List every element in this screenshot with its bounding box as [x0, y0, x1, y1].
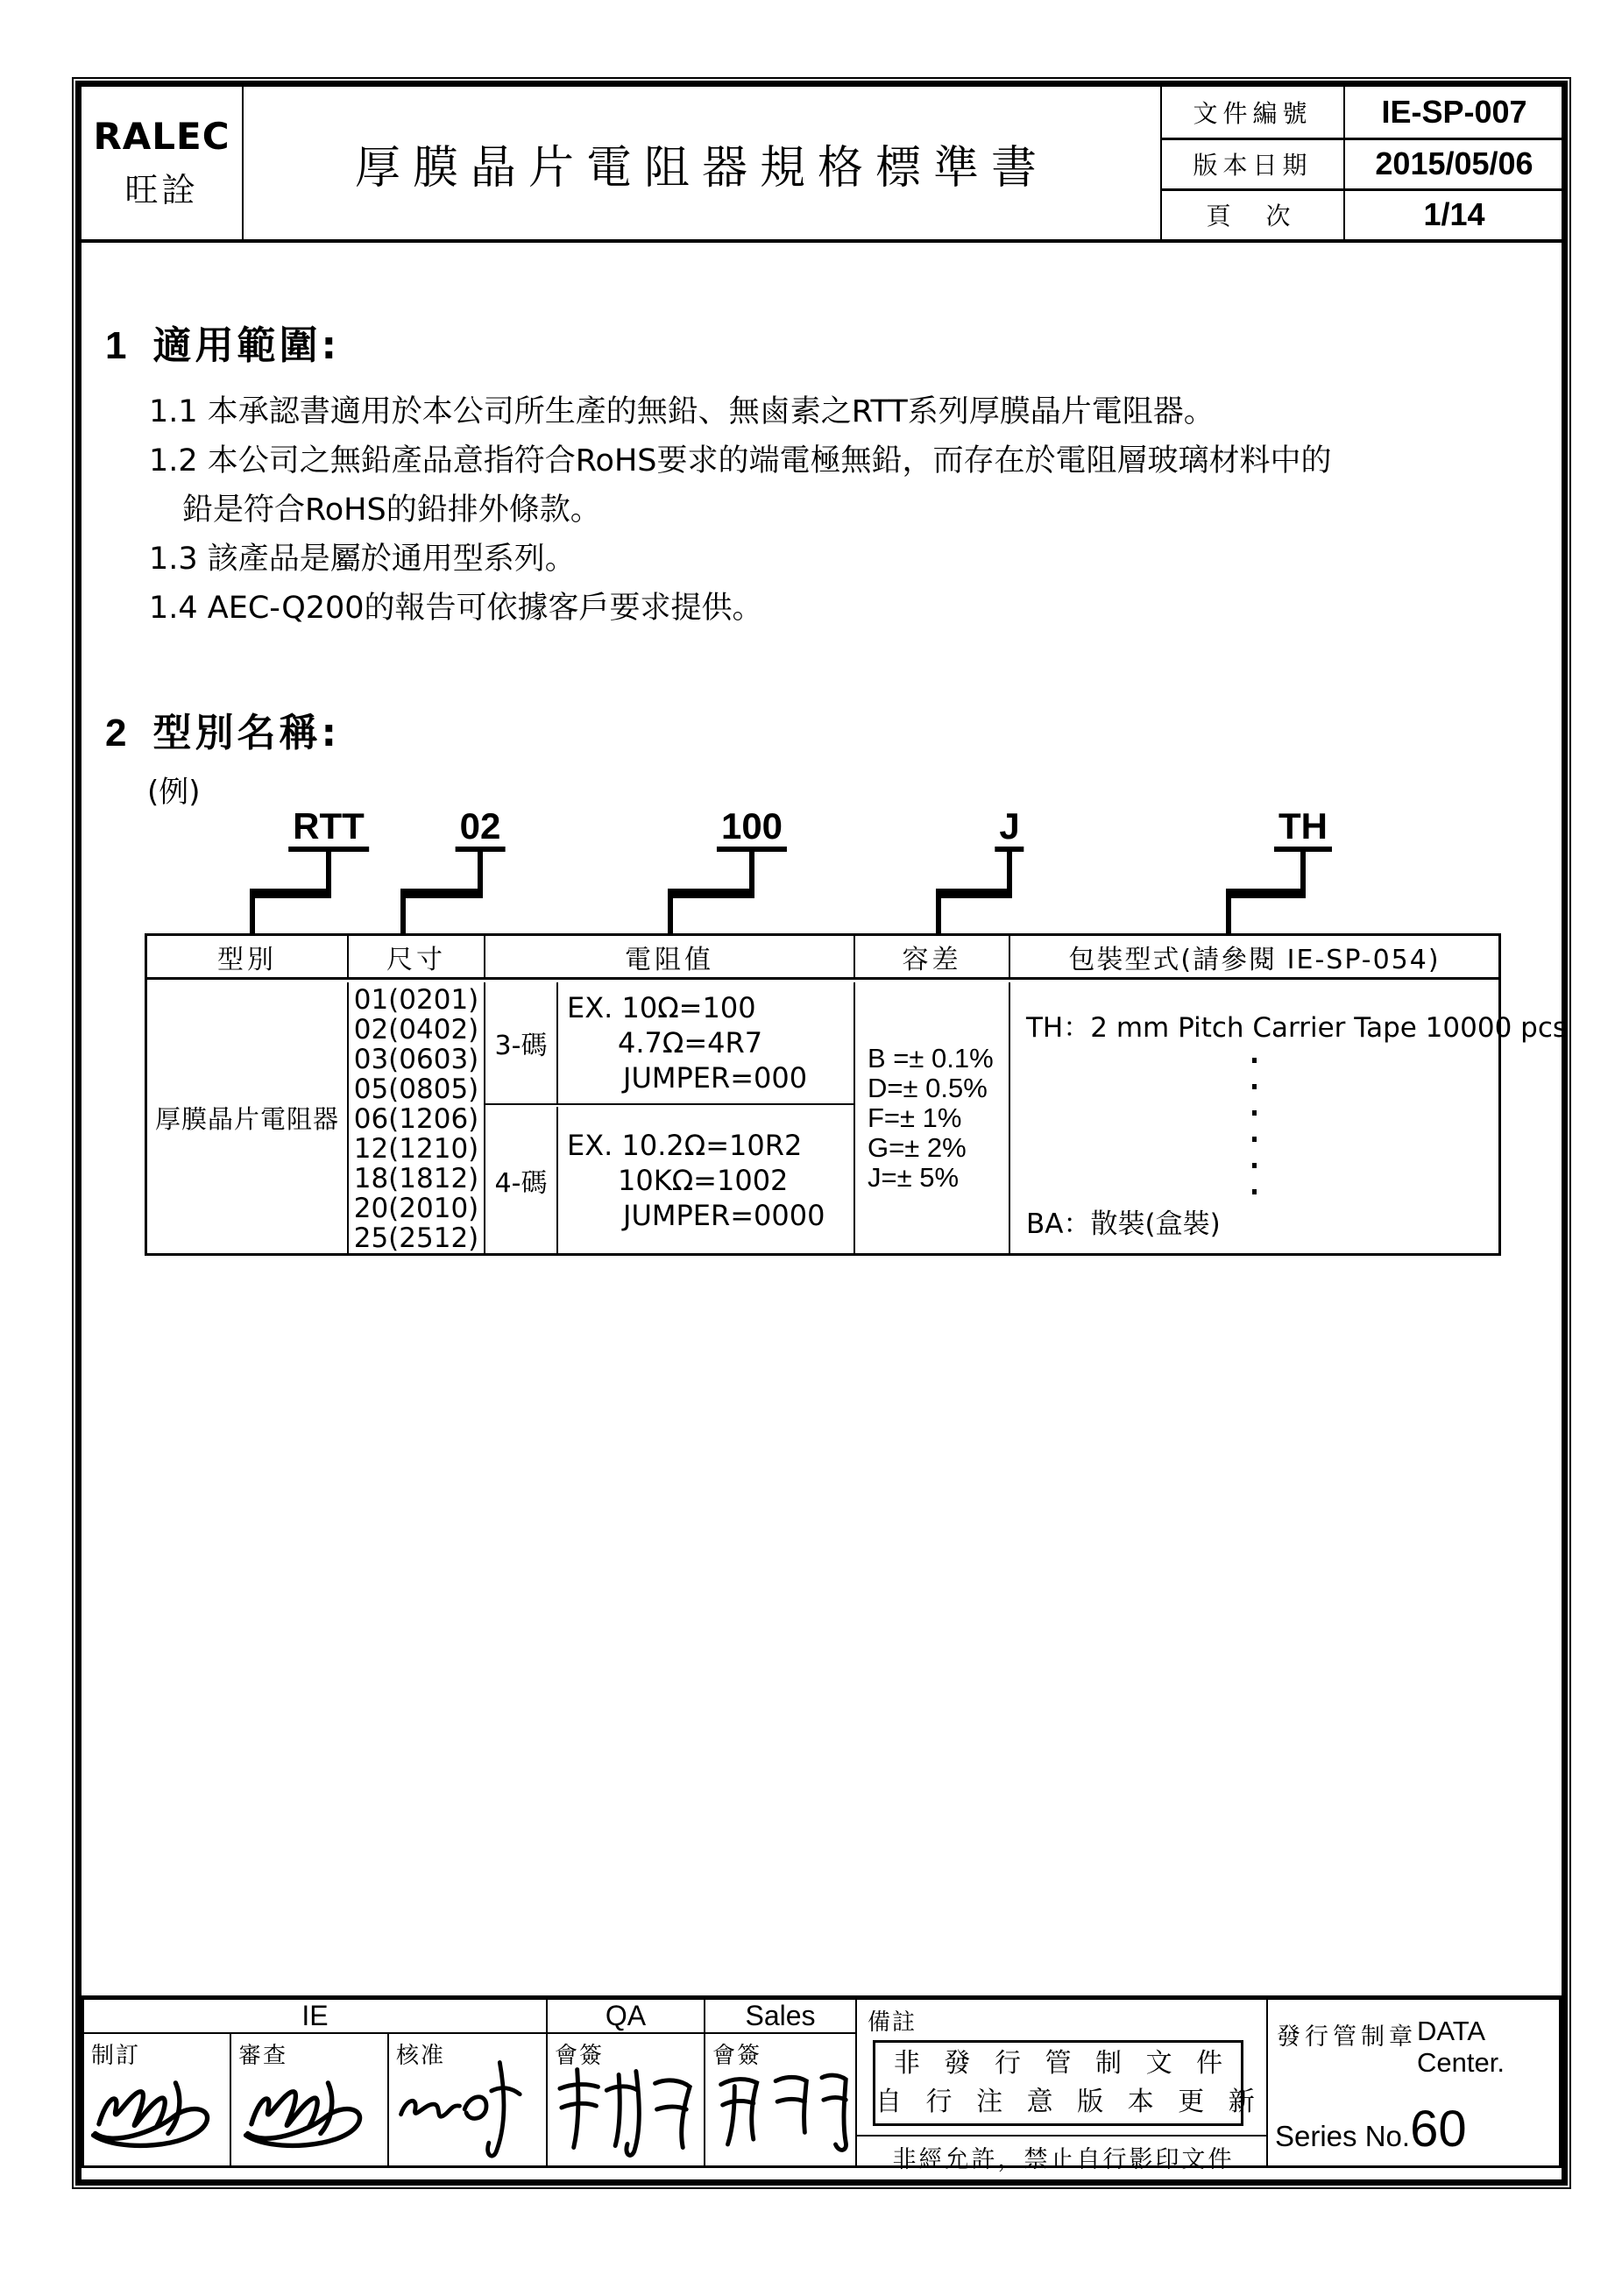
section1-number: 1	[105, 324, 127, 367]
resistance-example: EX. 10Ω=100	[567, 991, 756, 1024]
stamp-label: 發行管制章	[1277, 2023, 1417, 2051]
header-resistance: 電阻值	[485, 936, 855, 977]
remark-box	[873, 2040, 1255, 2126]
cell-remark	[857, 2000, 1268, 2173]
size-item: 01(0201)	[353, 984, 479, 1016]
cell-type	[147, 982, 349, 1253]
connector-packaging-bar	[1226, 889, 1306, 898]
sales-countersign-label: 會簽	[712, 2043, 762, 2069]
cell-approve	[389, 2034, 548, 2165]
size-item: 20(2010)	[353, 1193, 479, 1224]
clause-1-1: 1.1 本承認書適用於本公司所生產的無鉛、無鹵素之RTT系列厚膜晶片電阻器。	[149, 394, 1215, 429]
approve-label: 核准	[396, 2043, 446, 2069]
dept-sales: Sales	[705, 2000, 857, 2034]
header-tolerance: 容差	[855, 936, 1010, 977]
clause-1-2-continued: 鉛是符合RoHS的鉛排外條款。	[182, 493, 601, 528]
example-label: (例)	[147, 775, 201, 810]
series-number	[1275, 2101, 1467, 2158]
section1-body	[149, 387, 1516, 633]
version-date-value: 2015/05/06	[1375, 145, 1533, 182]
signature-draft	[86, 2064, 226, 2162]
connector-tolerance-lower	[936, 898, 941, 935]
resistance-4digit-examples	[560, 1107, 853, 1253]
clause-1-2: 1.2 本公司之無鉛產品意指符合RoHS要求的端電極無鉛，而存在於電阻層玻璃材料中的	[149, 443, 1332, 478]
connector-packaging-lower	[1226, 898, 1231, 935]
logo-cjk: 旺詮	[124, 171, 199, 209]
tolerance-item: J=± 5%	[868, 1161, 960, 1193]
document-header	[81, 87, 1562, 243]
signature-qa	[553, 2057, 700, 2162]
signature-sales	[709, 2060, 854, 2155]
connector-series-upper	[326, 852, 331, 890]
info-row-page	[1162, 188, 1562, 239]
size-item: 06(1206)	[353, 1103, 479, 1135]
resistance-example: JUMPER=0000	[623, 1198, 825, 1232]
info-row-version-date	[1162, 138, 1562, 188]
section2-title: 型別名稱:	[152, 711, 341, 755]
size-item: 05(0805)	[353, 1074, 479, 1105]
series-value: 60	[1410, 2101, 1467, 2158]
size-item: 18(1812)	[353, 1163, 479, 1194]
packaging-tape-option: TH：2 mm Pitch Carrier Tape 10000 pcs	[1026, 1012, 1568, 1044]
dept-qa: QA	[548, 2000, 705, 2034]
cell-tolerance	[855, 982, 1010, 1253]
part-code-resistance: 100	[717, 808, 787, 852]
cell-sizes	[349, 982, 485, 1253]
digits-label-3: 3-碼	[485, 982, 558, 1103]
stamp-value: DATA Center.	[1417, 2016, 1505, 2078]
section2-heading	[105, 701, 340, 757]
tolerance-list	[855, 982, 1009, 1253]
cell-packaging	[1010, 982, 1568, 1253]
doc-number-label: 文件編號	[1162, 87, 1345, 138]
part-code-series: RTT	[288, 808, 369, 852]
type-value: 厚膜晶片電阻器	[154, 1104, 339, 1134]
section1-heading	[105, 314, 340, 370]
cell-draft	[84, 2034, 231, 2165]
connector-series-lower	[250, 898, 255, 935]
connector-resistance-lower	[668, 898, 673, 935]
header-size: 尺寸	[349, 936, 485, 977]
connector-tolerance-bar	[936, 889, 1012, 898]
part-code-packaging: TH	[1274, 808, 1332, 852]
remark-note: 非經允許，禁止自行影印文件	[892, 2146, 1235, 2173]
cell-sales-countersign	[705, 2034, 857, 2165]
digits-label-4: 4-碼	[485, 1107, 558, 1253]
cell-stamp	[1268, 2000, 1564, 2165]
ellipsis-dots	[1252, 1058, 1257, 1194]
part-code-tolerance: J	[995, 808, 1023, 852]
connector-resistance-upper	[749, 852, 754, 890]
company-logo	[81, 87, 244, 239]
tolerance-item: G=± 2%	[868, 1131, 967, 1163]
draft-label: 制訂	[91, 2043, 141, 2069]
cell-resistance	[485, 982, 855, 1253]
tolerance-item: F=± 1%	[868, 1102, 962, 1133]
connector-size-lower	[400, 898, 406, 935]
resistance-example: 10KΩ=1002	[618, 1163, 789, 1197]
section2-number: 2	[105, 712, 127, 755]
resistance-3digit-examples	[560, 982, 853, 1103]
logo-latin: RALEC	[93, 115, 230, 158]
size-item: 03(0603)	[353, 1044, 479, 1075]
page-title: 厚膜晶片電阻器規格標準書	[354, 141, 1049, 195]
connector-packaging-upper	[1300, 852, 1306, 890]
series-label: Series No.	[1275, 2120, 1411, 2152]
version-date-label: 版本日期	[1162, 140, 1345, 188]
remark-box-line1: 非 發 行 管 制 文 件	[893, 2048, 1223, 2079]
document-title-cell	[244, 87, 1160, 239]
review-label: 審查	[238, 2043, 288, 2069]
size-item: 02(0402)	[353, 1014, 479, 1045]
resistance-example: 4.7Ω=4R7	[618, 1026, 763, 1059]
spec-table-header-row	[147, 936, 1498, 980]
connector-resistance-bar	[668, 889, 754, 898]
connector-size-bar	[400, 889, 483, 898]
packaging-bulk-option: BA：散裝(盒裝)	[1026, 1208, 1221, 1240]
approval-footer	[81, 1995, 1562, 2173]
resistance-example: EX. 10.2Ω=10R2	[567, 1128, 803, 1162]
connector-series-bar	[250, 889, 331, 898]
section1-title: 適用範圍:	[152, 323, 341, 368]
size-item: 25(2512)	[353, 1222, 479, 1254]
resistance-3digit-row	[485, 982, 853, 1105]
document-info-table	[1160, 87, 1562, 239]
page-number-value: 1/14	[1423, 196, 1485, 233]
resistance-4digit-row	[485, 1107, 853, 1253]
cell-qa-countersign	[548, 2034, 705, 2165]
clause-1-4: 1.4 AEC-Q200的報告可依據客戶要求提供。	[149, 591, 763, 626]
header-packaging: 包裝型式(請參閱 IE-SP-054)	[1068, 944, 1441, 975]
size-item: 12(1210)	[353, 1133, 479, 1165]
signature-review	[238, 2064, 379, 2162]
cell-review	[231, 2034, 389, 2165]
clause-1-3: 1.3 該產品是屬於通用型系列。	[149, 542, 576, 577]
info-row-doc-number	[1162, 87, 1562, 138]
connector-tolerance-upper	[1007, 852, 1012, 890]
signature-approve	[393, 2053, 543, 2164]
dept-ie: IE	[84, 2000, 548, 2034]
connector-size-upper	[478, 852, 483, 890]
remark-label: 備註	[868, 2009, 917, 2036]
doc-number-value: IE-SP-007	[1381, 93, 1527, 130]
tolerance-item: D=± 0.5%	[868, 1072, 988, 1103]
remark-box-line2: 自 行 注 意 版 本 更 新	[875, 2087, 1255, 2117]
resistance-example: JUMPER=000	[623, 1061, 808, 1095]
remark-divider	[857, 2135, 1266, 2137]
qa-countersign-label: 會簽	[555, 2043, 605, 2069]
tolerance-item: B =± 0.1%	[868, 1042, 994, 1074]
part-number-spec-table	[145, 933, 1568, 1256]
part-code-size: 02	[456, 808, 506, 852]
header-type: 型別	[147, 936, 349, 977]
page-number-label: 頁次	[1162, 191, 1345, 239]
